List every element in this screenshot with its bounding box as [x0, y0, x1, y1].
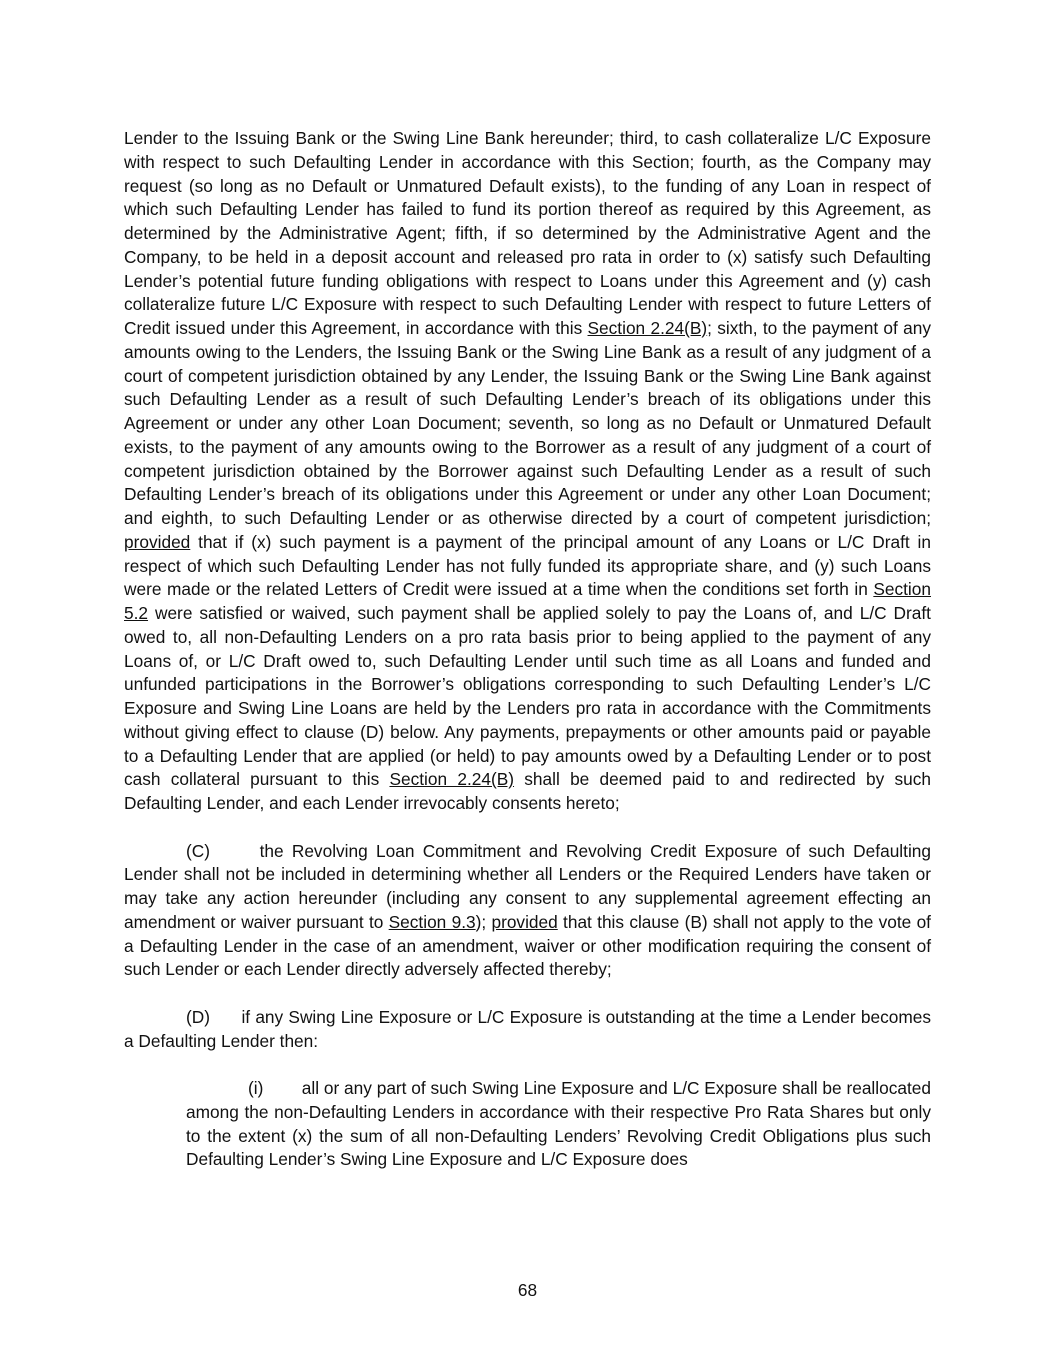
paragraph-text: ); — [475, 911, 492, 932]
section-reference: Section 2.24(B) — [587, 318, 708, 338]
paragraph-text: the Revolving Loan Commitment and Revolving Credit Exposure of such Defaulting Lender shall not be included in determining whether all Lenders or the Required Lenders have taken or may take any action hereunder (including any consent to any supplemental agreement effecting an amendment or waiver pursuant to — [124, 840, 932, 932]
paragraph-text: Lender to the Issuing Bank or the Swing Line Bank hereunder; third, to cash collateralize L/C Exposure with respect to such Defaulting Lender in accordance with this Section; fourth, as the Company may request (so long as no Default or Unmatured Default exists), to the funding of any Loan in respect of which such Defaulting Lender has failed to fund its portion thereof as required by this Agreement, as determined by the Administrative Agent; fifth, if so determined by the Administrative Agent and the Company, to be held in a deposit account and released pro rata in order to (x) satisfy such Defaulting Lender’s potential future funding obligations with respect to Loans under this Agreement and (y) cash collateralize future L/C Exposure with respect to such Defaulting Lender with respect to future Letters of Credit issued under this Agreement, in accordance with this — [124, 128, 931, 338]
paragraph-text: were satisfied or waived, such payment shall be applied solely to pay the Loans of, and L/C Draft owed to, all non-Defaulting Lenders on a pro rata basis prior to being applied to the payment of any Loans of, or L/C Draft owed to, such Defaulting Lender until such time as all Loans and funded and unfunded participations in the Borrower’s obligations corresponding to such Defaulting Lender’s L/C Exposure and Swing Line Loans are held by the Lenders pro rata in accordance with the Commitments without giving effect to clause (D) below. Any payments, prepayments or other amounts paid or payable to a Defaulting Lender that are applied (or held) to pay amounts owed by a Defaulting Lender or to post cash collateral pursuant to this — [124, 603, 931, 790]
paragraph-text: shall be deemed paid to and redirected by such Defaulting Lender, and each Lender irrevocably consents hereto; — [124, 769, 931, 813]
paragraph-d — [124, 1006, 931, 1054]
section-reference: Section 5.2 — [124, 579, 931, 623]
paragraph-text: ; sixth, to the payment of any amounts owing to the Lenders, the Issuing Bank or the Swing Line Bank as a result of any judgment of a court of competent jurisdiction obtained by any Lender, the Issuing Bank or the Swing Line Bank against such Defaulting Lender as a result of such Defaulting Lender’s breach of its obligations under this Agreement or under any other Loan Document; seventh, so long as no Default or Unmatured Default exists, to the payment of any amounts owing to the Borrower as a result of any judgment of a court of competent jurisdiction obtained by the Borrower against such Defaulting Lender as a result of such Defaulting Lender’s breach of its obligations under this Agreement or under any other Loan Document; and eighth, to such Defaulting Lender or as otherwise directed by a court of competent jurisdiction; — [124, 318, 931, 528]
paragraph-c — [124, 840, 931, 983]
paragraph-waterfall — [124, 127, 931, 816]
page-number: 68 — [517, 1280, 538, 1300]
section-reference: Section 2.24(B) — [389, 769, 515, 790]
section-reference: Section 9.3 — [388, 911, 476, 932]
paragraph-text: if any Swing Line Exposure or L/C Exposure is outstanding at the time a Lender becomes a Defaulting Lender then: — [124, 1006, 931, 1051]
paragraph-text: that this clause (B) shall not apply to the vote of a Defaulting Lender in the case of an amendment, waiver or other modification requiring the consent of such Lender or each Lender directly adversely affected thereby; — [124, 911, 931, 980]
clause-label: (C) — [186, 840, 210, 861]
paragraph-text: all or any part of such Swing Line Exposure and L/C Exposure shall be reallocated among the non-Defaulting Lenders in accordance with their respective Pro Rata Shares but only to the extent (x) the sum of all non-Defaulting Lenders’ Revolving Credit Obligations plus such Defaulting Lender’s Swing Line Exposure and L/C Exposure does — [186, 1078, 931, 1170]
document-body — [124, 127, 931, 1172]
clause-label: (D) — [186, 1006, 210, 1027]
paragraph-text: that if (x) such payment is a payment of the principal amount of any Loans or L/C Draft in respect of which such Defaulting Lender has not fully funded its appropriate share, and (y) such Loans were made or the related Letters of Credit were issued at a time when the conditions set forth in — [124, 531, 931, 600]
provided-term: provided — [491, 911, 558, 932]
clause-label: (i) — [248, 1078, 264, 1098]
paragraph-d-i — [186, 1077, 931, 1172]
provided-term: provided — [124, 531, 191, 552]
